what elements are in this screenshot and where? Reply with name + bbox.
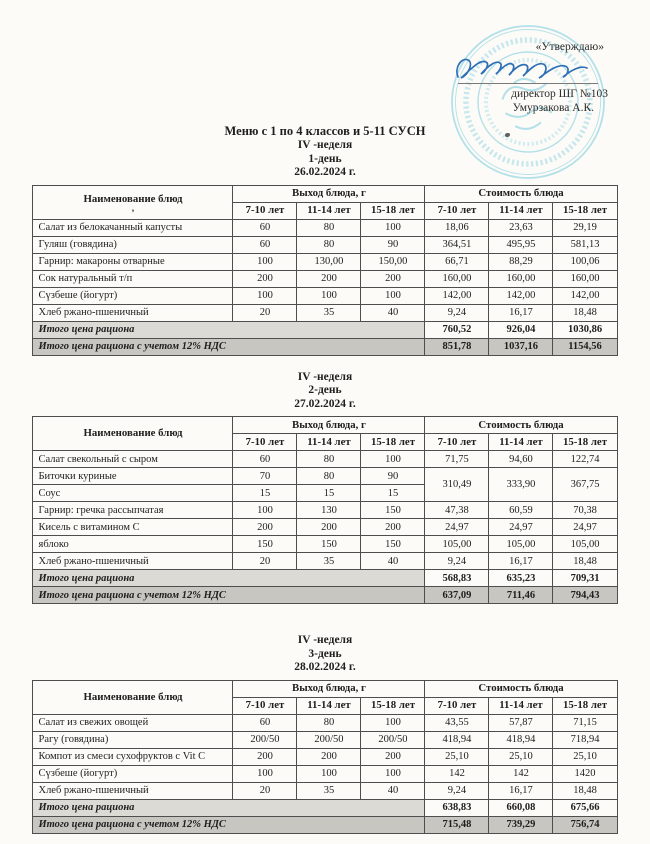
cost-value-cell: 581,13 bbox=[553, 236, 617, 253]
output-value-cell: 35 bbox=[297, 553, 361, 570]
output-value-cell: 35 bbox=[297, 782, 361, 799]
section-date: 26.02.2024 г. bbox=[294, 166, 356, 178]
cost-value-cell: 71,75 bbox=[425, 451, 489, 468]
director-name: Умурзакова А.К. bbox=[512, 102, 594, 114]
table-header bbox=[33, 185, 617, 219]
dish-row bbox=[33, 270, 617, 287]
section-date: 27.02.2024 г. bbox=[294, 397, 356, 410]
dish-row bbox=[33, 714, 617, 731]
col-header-output-group: Выход блюда, г bbox=[233, 185, 425, 202]
cost-value-cell: 25,10 bbox=[489, 748, 553, 765]
dish-name-cell: Биточки куриные bbox=[33, 468, 233, 485]
total-value: 709,31 bbox=[553, 570, 617, 587]
total-value: 675,66 bbox=[553, 799, 617, 816]
dish-name-cell: Гарнир: макароны отварные bbox=[33, 253, 233, 270]
dish-row bbox=[33, 553, 617, 570]
dish-row bbox=[33, 236, 617, 253]
col-header-output-group: Выход блюда, г bbox=[233, 417, 425, 434]
output-value-cell: 200 bbox=[233, 748, 297, 765]
cost-value-cell: 24,97 bbox=[553, 519, 617, 536]
output-value-cell: 200 bbox=[233, 270, 297, 287]
output-value-cell: 200/50 bbox=[233, 731, 297, 748]
signature-area bbox=[408, 55, 604, 87]
total-value: 926,04 bbox=[489, 321, 553, 338]
cost-value-cell: 142 bbox=[425, 765, 489, 782]
col-header-age: 7-10 лет bbox=[425, 434, 489, 451]
total-label: Итого цена рациона bbox=[33, 799, 425, 816]
output-value-cell: 35 bbox=[297, 304, 361, 321]
output-value-cell: 200/50 bbox=[361, 731, 425, 748]
output-value-cell: 200/50 bbox=[297, 731, 361, 748]
dish-row bbox=[33, 219, 617, 236]
header-row-groups bbox=[33, 680, 617, 697]
output-value-cell: 200 bbox=[233, 519, 297, 536]
col-header-age: 15-18 лет bbox=[361, 202, 425, 219]
output-value-cell: 100 bbox=[361, 287, 425, 304]
output-value-cell: 80 bbox=[297, 451, 361, 468]
cost-value-cell: 57,87 bbox=[489, 714, 553, 731]
sections bbox=[0, 139, 650, 834]
col-header-age: 7-10 лет bbox=[425, 697, 489, 714]
cost-value-cell: 142 bbox=[489, 765, 553, 782]
output-value-cell: 60 bbox=[233, 236, 297, 253]
output-value-cell: 100 bbox=[233, 765, 297, 782]
cost-value-cell: 364,51 bbox=[425, 236, 489, 253]
output-value-cell: 200 bbox=[361, 519, 425, 536]
output-value-cell: 200 bbox=[297, 748, 361, 765]
dish-name-cell: яблоко bbox=[33, 536, 233, 553]
col-header-dish-name bbox=[33, 185, 233, 219]
menu-table bbox=[32, 680, 617, 834]
output-value-cell: 90 bbox=[361, 468, 425, 485]
col-header-age: 7-10 лет bbox=[425, 202, 489, 219]
dish-name-cell: Салат из белокачанный капусты bbox=[33, 219, 233, 236]
section-week: IV -неделя bbox=[297, 634, 353, 646]
total-vat-label: Итого цена рациона с учетом 12% НДС bbox=[33, 816, 425, 833]
table-body bbox=[33, 714, 617, 833]
cost-value-cell: 142,00 bbox=[553, 287, 617, 304]
dish-name-cell: Гарнир: гречка рассыпчатая bbox=[33, 502, 233, 519]
dish-row bbox=[33, 451, 617, 468]
cost-value-cell: 1420 bbox=[553, 765, 617, 782]
output-value-cell: 200 bbox=[361, 270, 425, 287]
cost-value-cell: 60,59 bbox=[489, 502, 553, 519]
section-day: 2-день bbox=[308, 384, 342, 396]
output-value-cell: 100 bbox=[361, 219, 425, 236]
dish-row bbox=[33, 502, 617, 519]
dish-name-cell: Хлеб ржано-пшеничный bbox=[33, 304, 233, 321]
approve-label: «Утверждаю» bbox=[535, 41, 604, 53]
cost-value-cell: 367,75 bbox=[553, 468, 617, 502]
col-header-dish-name bbox=[33, 417, 233, 451]
col-header-cost-group: Стоимость блюда bbox=[425, 417, 617, 434]
cost-value-cell: 25,10 bbox=[425, 748, 489, 765]
output-value-cell: 60 bbox=[233, 714, 297, 731]
cost-value-cell: 16,17 bbox=[489, 304, 553, 321]
output-value-cell: 150 bbox=[233, 536, 297, 553]
cost-value-cell: 43,55 bbox=[425, 714, 489, 731]
cost-value-cell: 718,94 bbox=[553, 731, 617, 748]
cost-value-cell: 70,38 bbox=[553, 502, 617, 519]
cost-value-cell: 495,95 bbox=[489, 236, 553, 253]
total-vat-label: Итого цена рациона с учетом 12% НДС bbox=[33, 338, 425, 355]
cost-value-cell: 310,49 bbox=[425, 468, 489, 502]
dish-name-label: Наименование блюд bbox=[83, 690, 183, 703]
output-value-cell: 100 bbox=[361, 451, 425, 468]
cost-value-cell: 122,74 bbox=[553, 451, 617, 468]
total-vat-row bbox=[33, 587, 617, 604]
total-value: 568,83 bbox=[425, 570, 489, 587]
section-date: 28.02.2024 г. bbox=[294, 661, 356, 673]
output-value-cell: 100 bbox=[361, 765, 425, 782]
dish-name-cell: Сүзбеше (йогурт) bbox=[33, 765, 233, 782]
dish-row bbox=[33, 468, 617, 485]
menu-section bbox=[0, 371, 650, 605]
dish-name-label: Наименование блюд bbox=[83, 427, 183, 439]
dish-name-cell: Соус bbox=[33, 485, 233, 502]
output-value-cell: 90 bbox=[361, 236, 425, 253]
cost-value-cell: 160,00 bbox=[553, 270, 617, 287]
col-header-output-group: Выход блюда, г bbox=[233, 680, 425, 697]
total-label: Итого цена рациона bbox=[33, 570, 425, 587]
dish-name-cell: Сок натуральный т/п bbox=[33, 270, 233, 287]
cost-value-cell: 18,48 bbox=[553, 782, 617, 799]
output-value-cell: 20 bbox=[233, 304, 297, 321]
output-value-cell: 100 bbox=[297, 287, 361, 304]
total-vat-value: 637,09 bbox=[425, 587, 489, 604]
output-value-cell: 40 bbox=[361, 553, 425, 570]
total-value: 638,83 bbox=[425, 799, 489, 816]
output-value-cell: 130,00 bbox=[297, 253, 361, 270]
col-header-age: 7-10 лет bbox=[233, 202, 297, 219]
output-value-cell: 15 bbox=[233, 485, 297, 502]
output-value-cell: 80 bbox=[297, 236, 361, 253]
cost-value-cell: 66,71 bbox=[425, 253, 489, 270]
output-value-cell: 100 bbox=[233, 253, 297, 270]
cost-value-cell: 105,00 bbox=[553, 536, 617, 553]
cost-value-cell: 18,06 bbox=[425, 219, 489, 236]
menu-section bbox=[0, 139, 650, 356]
dish-row bbox=[33, 765, 617, 782]
col-header-age: 15-18 лет bbox=[361, 697, 425, 714]
cost-value-cell: 333,90 bbox=[489, 468, 553, 502]
cost-value-cell: 71,15 bbox=[553, 714, 617, 731]
dish-row bbox=[33, 253, 617, 270]
total-vat-value: 1154,56 bbox=[553, 338, 617, 355]
cost-value-cell: 142,00 bbox=[425, 287, 489, 304]
col-header-cost-group: Стоимость блюда bbox=[425, 680, 617, 697]
output-value-cell: 20 bbox=[233, 553, 297, 570]
dish-name-label: Наименование блюд bbox=[83, 193, 183, 205]
output-value-cell: 15 bbox=[297, 485, 361, 502]
total-label: Итого цена рациона bbox=[33, 321, 425, 338]
cost-value-cell: 418,94 bbox=[425, 731, 489, 748]
cost-value-cell: 23,63 bbox=[489, 219, 553, 236]
cost-value-cell: 24,97 bbox=[425, 519, 489, 536]
col-header-dish-name bbox=[33, 680, 233, 714]
output-value-cell: 60 bbox=[233, 451, 297, 468]
col-header-age: 11-14 лет bbox=[297, 202, 361, 219]
header-row-groups bbox=[33, 417, 617, 434]
dish-row bbox=[33, 287, 617, 304]
output-value-cell: 100 bbox=[297, 765, 361, 782]
cost-value-cell: 160,00 bbox=[489, 270, 553, 287]
output-value-cell: 100 bbox=[361, 714, 425, 731]
total-value: 660,08 bbox=[489, 799, 553, 816]
dish-name-cell: Кисель с витамином С bbox=[33, 519, 233, 536]
total-row bbox=[33, 570, 617, 587]
dish-name-cell: Салат свекольный с сыром bbox=[33, 451, 233, 468]
output-value-cell: 40 bbox=[361, 304, 425, 321]
approval-block bbox=[408, 40, 608, 115]
total-vat-value: 715,48 bbox=[425, 816, 489, 833]
section-week: IV -неделя bbox=[297, 139, 353, 151]
output-value-cell: 200 bbox=[361, 748, 425, 765]
cost-value-cell: 47,38 bbox=[425, 502, 489, 519]
section-day: 1-день bbox=[308, 152, 342, 165]
total-vat-row bbox=[33, 816, 617, 833]
col-header-age: 15-18 лет bbox=[553, 202, 617, 219]
total-row bbox=[33, 321, 617, 338]
total-vat-value: 756,74 bbox=[553, 816, 617, 833]
table-body bbox=[33, 219, 617, 355]
total-vat-value: 1037,16 bbox=[489, 338, 553, 355]
cost-value-cell: 24,97 bbox=[489, 519, 553, 536]
output-value-cell: 130 bbox=[297, 502, 361, 519]
output-value-cell: 60 bbox=[233, 219, 297, 236]
cost-value-cell: 105,00 bbox=[425, 536, 489, 553]
dish-name-cell: Хлеб ржано-пшеничный bbox=[33, 553, 233, 570]
cost-value-cell: 16,17 bbox=[489, 782, 553, 799]
col-header-age: 7-10 лет bbox=[233, 434, 297, 451]
dish-name-cell: Салат из свежих овощей bbox=[33, 714, 233, 731]
page-title: Меню с 1 по 4 классов и 5-11 СУСН bbox=[224, 124, 426, 138]
cost-value-cell: 418,94 bbox=[489, 731, 553, 748]
col-header-age: 7-10 лет bbox=[233, 697, 297, 714]
cost-value-cell: 18,48 bbox=[553, 304, 617, 321]
output-value-cell: 150 bbox=[361, 502, 425, 519]
total-row bbox=[33, 799, 617, 816]
output-value-cell: 40 bbox=[361, 782, 425, 799]
col-header-age: 11-14 лет bbox=[489, 202, 553, 219]
dish-name-note: , bbox=[131, 203, 135, 213]
menu-table bbox=[32, 185, 617, 356]
cost-value-cell: 88,29 bbox=[489, 253, 553, 270]
dish-row bbox=[33, 519, 617, 536]
dish-row bbox=[33, 536, 617, 553]
dish-name-cell: Хлеб ржано-пшеничный bbox=[33, 782, 233, 799]
total-vat-label: Итого цена рациона с учетом 12% НДС bbox=[33, 587, 425, 604]
col-header-age: 11-14 лет bbox=[297, 697, 361, 714]
output-value-cell: 200 bbox=[297, 519, 361, 536]
total-value: 635,23 bbox=[489, 570, 553, 587]
output-value-cell: 100 bbox=[233, 502, 297, 519]
cost-value-cell: 9,24 bbox=[425, 304, 489, 321]
total-vat-value: 794,43 bbox=[553, 587, 617, 604]
output-value-cell: 150 bbox=[297, 536, 361, 553]
table-body bbox=[33, 451, 617, 604]
director-title: директор ШГ №103 bbox=[511, 88, 608, 100]
output-value-cell: 80 bbox=[297, 468, 361, 485]
dish-row bbox=[33, 731, 617, 748]
dish-row bbox=[33, 782, 617, 799]
signature-line bbox=[458, 83, 598, 84]
cost-value-cell: 16,17 bbox=[489, 553, 553, 570]
col-header-cost-group: Стоимость блюда bbox=[425, 185, 617, 202]
dish-row bbox=[33, 304, 617, 321]
col-header-age: 11-14 лет bbox=[297, 434, 361, 451]
total-value: 760,52 bbox=[425, 321, 489, 338]
cost-value-cell: 9,24 bbox=[425, 553, 489, 570]
cost-value-cell: 18,48 bbox=[553, 553, 617, 570]
total-vat-value: 851,78 bbox=[425, 338, 489, 355]
output-value-cell: 80 bbox=[297, 714, 361, 731]
total-vat-value: 711,46 bbox=[489, 587, 553, 604]
dish-row bbox=[33, 748, 617, 765]
cost-value-cell: 100,06 bbox=[553, 253, 617, 270]
col-header-age: 15-18 лет bbox=[553, 434, 617, 451]
dish-name-cell: Гуляш (говядина) bbox=[33, 236, 233, 253]
cost-value-cell: 94,60 bbox=[489, 451, 553, 468]
cost-value-cell: 105,00 bbox=[489, 536, 553, 553]
menu-table bbox=[32, 416, 617, 604]
section-week: IV -неделя bbox=[297, 370, 353, 383]
col-header-age: 15-18 лет bbox=[553, 697, 617, 714]
menu-section bbox=[0, 634, 650, 834]
col-header-age: 11-14 лет bbox=[489, 697, 553, 714]
output-value-cell: 15 bbox=[361, 485, 425, 502]
dish-name-cell: Компот из смеси сухофруктов с Vit С bbox=[33, 748, 233, 765]
total-vat-value: 739,29 bbox=[489, 816, 553, 833]
output-value-cell: 200 bbox=[297, 270, 361, 287]
table-header bbox=[33, 680, 617, 714]
table-header bbox=[33, 417, 617, 451]
col-header-age: 15-18 лет bbox=[361, 434, 425, 451]
cost-value-cell: 142,00 bbox=[489, 287, 553, 304]
cost-value-cell: 9,24 bbox=[425, 782, 489, 799]
cost-value-cell: 29,19 bbox=[553, 219, 617, 236]
output-value-cell: 80 bbox=[297, 219, 361, 236]
output-value-cell: 20 bbox=[233, 782, 297, 799]
output-value-cell: 70 bbox=[233, 468, 297, 485]
dish-name-cell: Рагу (говядина) bbox=[33, 731, 233, 748]
output-value-cell: 150,00 bbox=[361, 253, 425, 270]
cost-value-cell: 160,00 bbox=[425, 270, 489, 287]
header-row-groups bbox=[33, 185, 617, 202]
cost-value-cell: 25,10 bbox=[553, 748, 617, 765]
col-header-age: 11-14 лет bbox=[489, 434, 553, 451]
output-value-cell: 100 bbox=[233, 287, 297, 304]
section-day: 3-день bbox=[308, 647, 342, 660]
output-value-cell: 150 bbox=[361, 536, 425, 553]
total-value: 1030,86 bbox=[553, 321, 617, 338]
total-vat-row bbox=[33, 338, 617, 355]
dish-name-cell: Сүзбеше (йогурт) bbox=[33, 287, 233, 304]
